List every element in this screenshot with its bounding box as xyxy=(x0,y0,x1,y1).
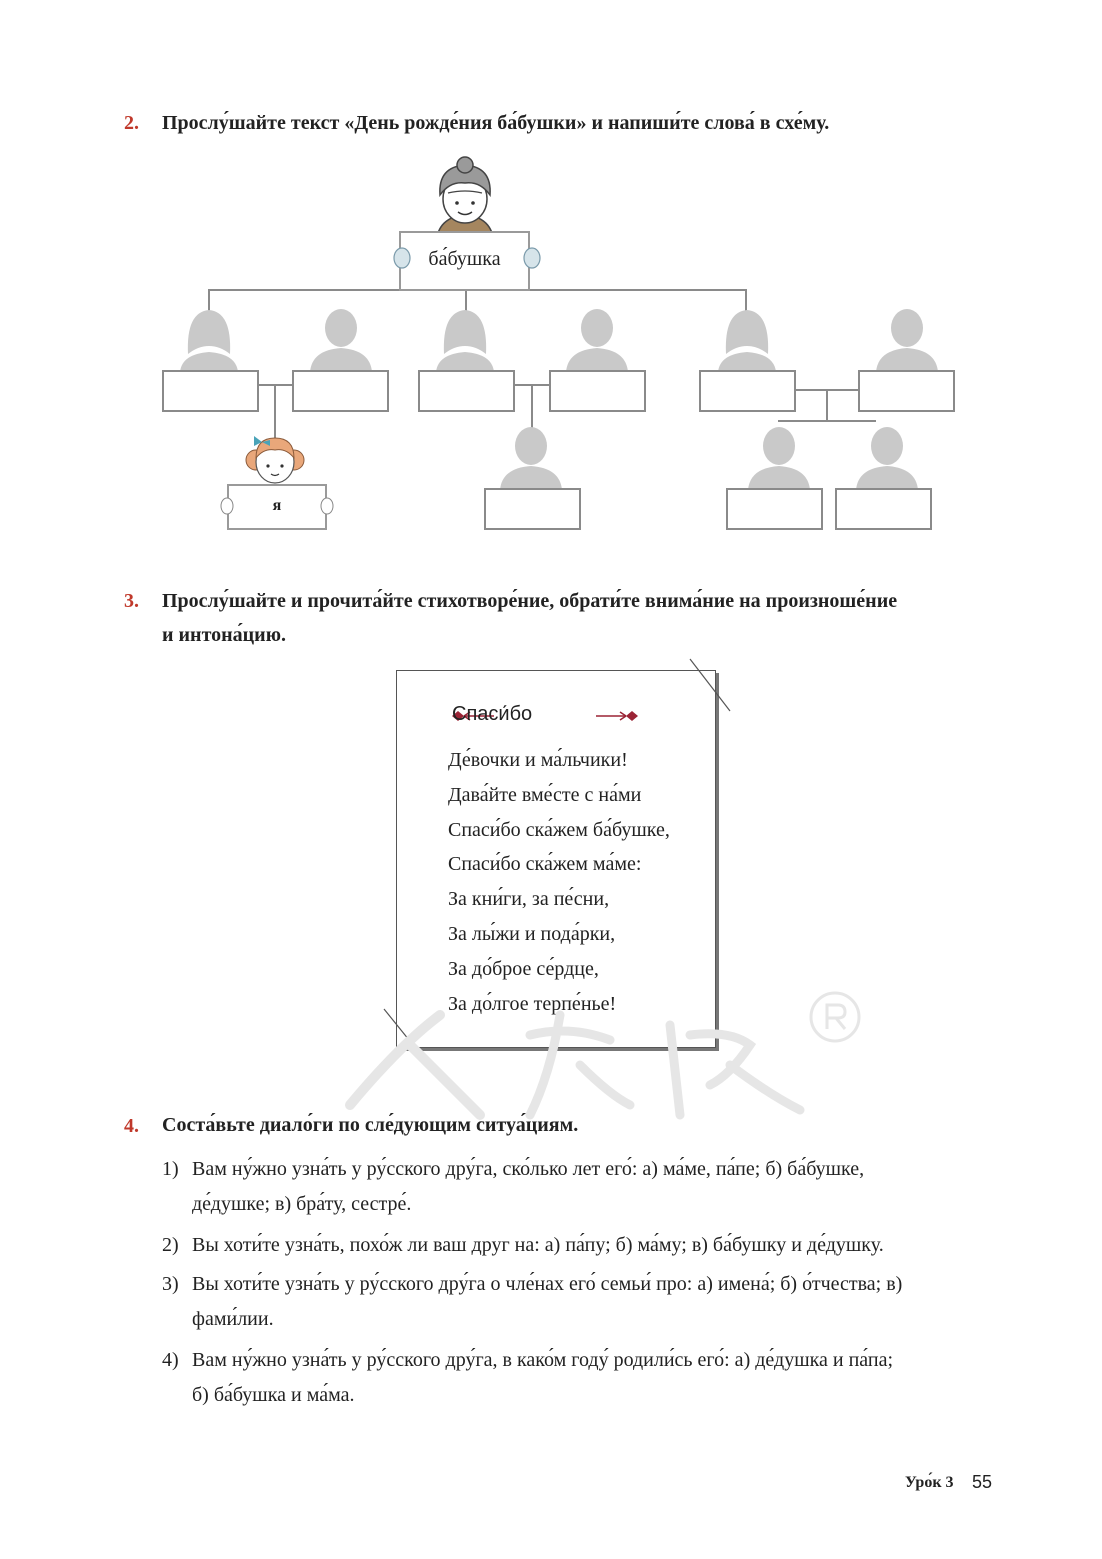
female-silhouette-icon xyxy=(714,306,780,372)
child-silhouette-icon xyxy=(498,424,564,490)
item-number: 4) xyxy=(162,1349,179,1371)
item-text: Вам ну́жно узна́ть у ру́сского дру́га, ско́лько лет его́: а) ма́ме, па́пе; б) ба́бушке, xyxy=(192,1158,865,1180)
grandma-label: ба́бушка xyxy=(428,248,501,270)
exercise-4-number: 4. xyxy=(124,1115,139,1137)
answer-box[interactable] xyxy=(699,370,796,412)
item-text-continued: фами́лии. xyxy=(192,1308,274,1330)
exercise-2-number: 2. xyxy=(124,112,139,134)
exercise-4-instruction: Соста́вьте диало́ги по сле́дующим ситуа́циям. xyxy=(162,1114,579,1136)
poem-line: За кни́ги, за пе́сни, xyxy=(448,888,610,910)
lesson-label: Уро́к 3 xyxy=(905,1474,954,1491)
exercise-2-instruction: Прослу́шайте текст «День рожде́ния ба́бушки» и напиши́те слова́ в схе́му. xyxy=(162,112,830,134)
exercise-3-number: 3. xyxy=(124,590,139,612)
answer-box[interactable] xyxy=(484,488,581,530)
poem-line: За до́брое се́рдце, xyxy=(448,958,599,980)
girl-illustration xyxy=(242,428,308,490)
male-silhouette-icon xyxy=(308,306,374,372)
poem-line: Спаси́бо ска́жем ма́ме: xyxy=(448,853,642,875)
male-silhouette-icon xyxy=(874,306,940,372)
exercise-3-instruction-line2: и интона́цию. xyxy=(162,624,286,646)
me-label: я xyxy=(272,497,282,514)
child-silhouette-icon xyxy=(746,424,812,490)
item-text: Вы хоти́те узна́ть у ру́сского дру́га о чле́нах его́ семьи́ про: а) имена́; б) о́тчества; в) xyxy=(192,1273,903,1295)
item-text: Вам ну́жно узна́ть у ру́сского дру́га, в како́м году́ родили́сь его́: а) де́душка и па́па; xyxy=(192,1349,894,1371)
answer-box[interactable] xyxy=(418,370,515,412)
item-text-continued: де́душке; в) бра́ту, сестре́. xyxy=(192,1193,412,1215)
answer-box[interactable] xyxy=(835,488,932,530)
poem-line: Спаси́бо ска́жем ба́бушке, xyxy=(448,819,670,841)
page-number: 55 xyxy=(972,1472,993,1492)
ornament-right-icon xyxy=(596,708,640,724)
child-silhouette-icon xyxy=(854,424,920,490)
answer-box[interactable] xyxy=(162,370,259,412)
item-number: 2) xyxy=(162,1234,179,1256)
female-silhouette-icon xyxy=(432,306,498,372)
item-text: Вы хоти́те узна́ть, похо́ж ли ваш друг на: а) па́пу; б) ма́му; в) ба́бушку и де́душку. xyxy=(192,1234,884,1256)
female-silhouette-icon xyxy=(176,306,242,372)
poem-line: Де́вочки и ма́льчики! xyxy=(448,749,628,771)
male-silhouette-icon xyxy=(564,306,630,372)
answer-box[interactable] xyxy=(858,370,955,412)
item-number: 1) xyxy=(162,1158,179,1180)
exercise-3-instruction-line1: Прослу́шайте и прочита́йте стихотворе́ние, обрати́те внима́ние на произноше́ние xyxy=(162,590,898,612)
publisher-watermark xyxy=(330,985,870,1125)
answer-box[interactable] xyxy=(292,370,389,412)
answer-box[interactable] xyxy=(549,370,646,412)
poem-line: За лы́жи и пода́рки, xyxy=(448,923,616,945)
poem-line: За до́лгое терпе́нье! xyxy=(448,993,617,1015)
item-number: 3) xyxy=(162,1273,179,1295)
poem-title: Спаси́бо xyxy=(452,703,533,725)
answer-box[interactable] xyxy=(726,488,823,530)
poem-line: Дава́йте вме́сте с на́ми xyxy=(448,784,642,806)
item-text-continued: б) ба́бушка и ма́ма. xyxy=(192,1384,355,1406)
